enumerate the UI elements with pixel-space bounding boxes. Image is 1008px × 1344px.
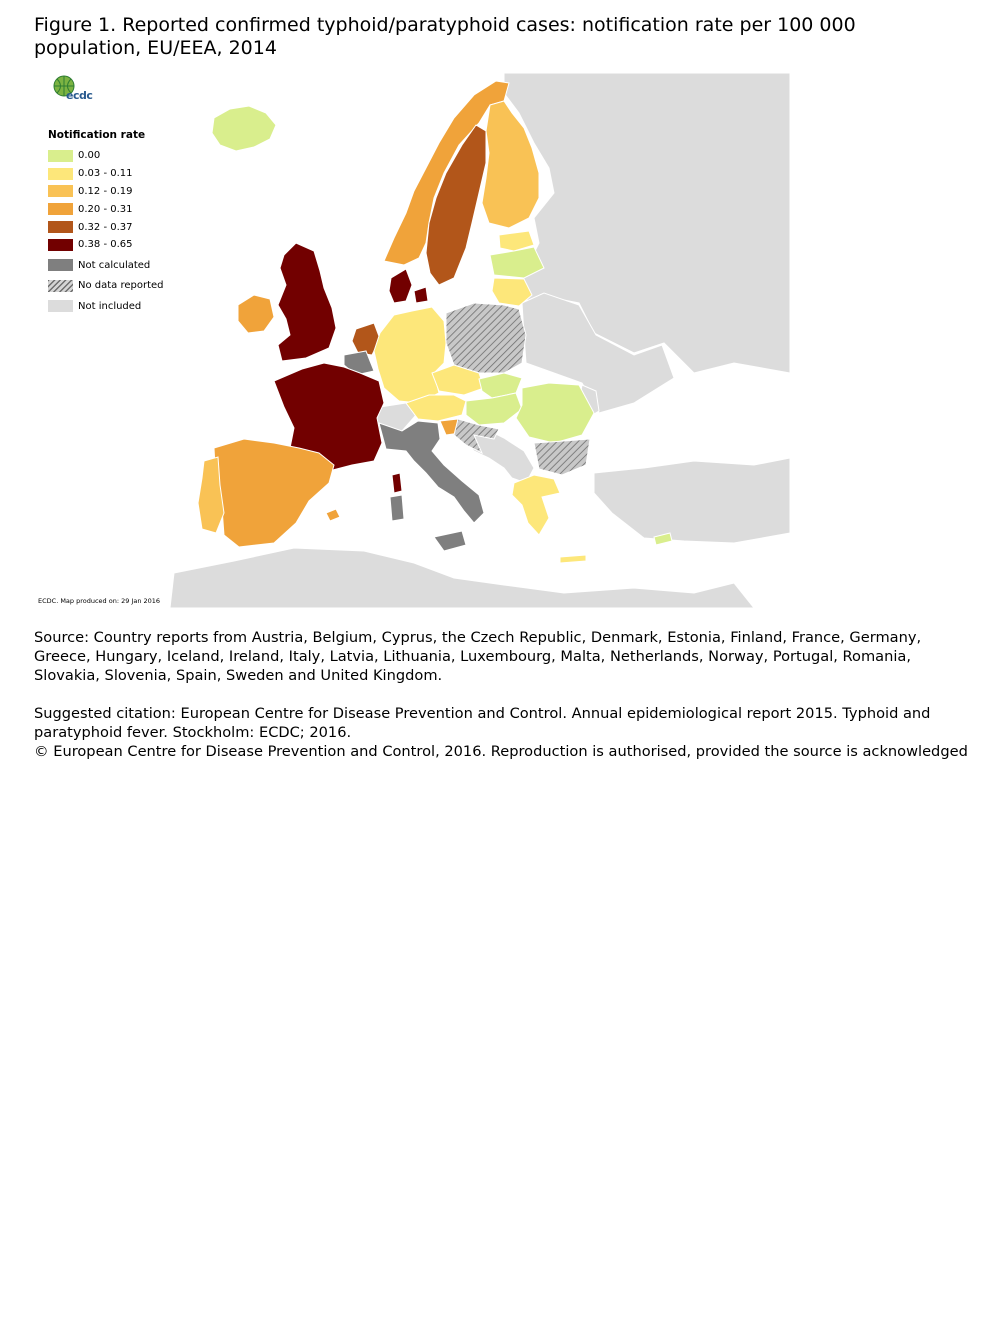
spain: [214, 439, 334, 547]
legend-label: 0.03 - 0.11: [78, 168, 133, 180]
copyright-note: © European Centre for Disease Prevention and Control, 2016. Reproduction is authorised, provided the source is acknowledged: [34, 743, 968, 760]
legend-swatch: [48, 185, 73, 197]
legend-label: Not calculated: [78, 259, 151, 271]
north-africa: [170, 548, 754, 608]
ecdc-logo: [52, 75, 94, 111]
logo-text: ecdc: [66, 89, 93, 102]
map-credit: ECDC. Map produced on: 29 Jan 2016: [38, 597, 161, 605]
legend-label: 0.00: [78, 150, 101, 162]
legend-swatch: [48, 280, 73, 292]
crete: [560, 555, 586, 563]
greece: [512, 475, 560, 535]
figure-title: Figure 1. Reported confirmed typhoid/paratyphoid cases: notification rate per 100 000 population, EU/EEA, 2014: [34, 14, 856, 59]
sicily: [434, 531, 466, 551]
legend-item: [48, 256, 198, 274]
legend-item: [48, 183, 198, 201]
ireland: [238, 295, 274, 333]
legend-swatch: [48, 168, 73, 180]
turkey: [594, 458, 790, 543]
hungary: [466, 393, 522, 425]
bulgaria: [534, 439, 590, 475]
legend-swatch: [48, 221, 73, 233]
legend-item: [48, 297, 198, 315]
corsica: [392, 473, 402, 493]
legend-item: [48, 147, 198, 165]
germany: [374, 307, 446, 403]
legend-swatch: [48, 150, 73, 162]
legend-item: [48, 218, 198, 236]
iceland: [212, 106, 276, 151]
legend-title: Notification rate: [48, 129, 146, 141]
legend-swatch: [48, 259, 73, 271]
choropleth-map: [34, 73, 790, 608]
legend-label: 0.32 - 0.37: [78, 221, 133, 233]
legend-swatch: [48, 203, 73, 215]
legend-item: [48, 200, 198, 218]
legend-swatch: [48, 300, 73, 312]
legend-label: 0.12 - 0.19: [78, 185, 133, 197]
legend-items: [48, 147, 198, 315]
citation-note: Suggested citation: European Centre for Disease Prevention and Control. Annual epidemiological report 2015. Typhoid and paratyphoid fever. Stockholm: ECDC; 2016.: [34, 705, 931, 741]
denmark: [389, 269, 428, 303]
balearic-islands: [326, 509, 340, 521]
legend-item: [48, 277, 198, 295]
legend-label: No data reported: [78, 280, 164, 292]
legend-label: Not included: [78, 300, 142, 312]
romania: [516, 383, 594, 443]
legend-item: [48, 236, 198, 254]
united-kingdom: [278, 243, 336, 361]
sardinia: [390, 495, 404, 521]
legend-label: 0.38 - 0.65: [78, 239, 133, 251]
poland: [446, 303, 526, 373]
map-legend: [48, 129, 198, 315]
legend-swatch: [48, 239, 73, 251]
figure-notes: [34, 628, 974, 761]
source-note: Source: Country reports from Austria, Belgium, Cyprus, the Czech Republic, Denmark, Estonia, Finland, France, Germany, Greece, Hungary, Iceland, Ireland, Italy, Latvia, Lithuania, Luxembourg, Malta, Netherlands, Norway, Portugal, Romania, Slovakia, Slovenia, Spain, Sweden and United Kingdom.: [34, 629, 922, 684]
legend-label: 0.20 - 0.31: [78, 203, 133, 215]
legend-item: [48, 165, 198, 183]
